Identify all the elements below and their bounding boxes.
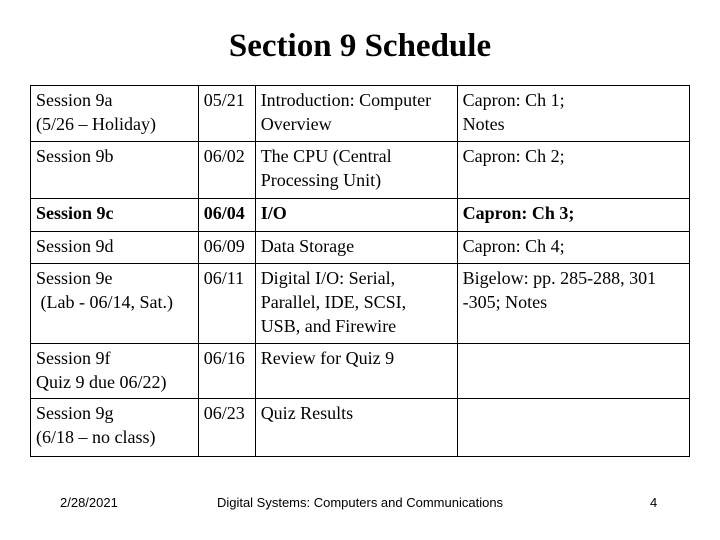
topic-line: USB, and Firewire (260, 316, 397, 336)
date-cell: 06/11 (198, 264, 255, 344)
reading-cell (457, 232, 689, 264)
topic-line: Parallel, IDE, SCSI, (260, 292, 407, 312)
page-number: 4 (650, 495, 658, 510)
date-cell: 05/21 (198, 86, 255, 142)
footer-course-title: Digital Systems: Computers and Communications (216, 495, 504, 510)
session-cell (31, 232, 199, 264)
reading-line: -305; Notes (462, 292, 548, 312)
reading-line: Notes (462, 114, 505, 134)
session-label: Session 9e (36, 268, 113, 288)
reading-cell (457, 399, 689, 457)
topic-line: Quiz Results (260, 403, 354, 423)
topic-cell (255, 344, 457, 399)
reading-line: Capron: Ch 3; (462, 203, 575, 223)
topic-line: Digital I/O: Serial, (260, 268, 396, 288)
table-row (31, 232, 690, 264)
footer-date: 2/28/2021 (60, 495, 118, 510)
schedule-table (30, 85, 690, 457)
session-cell (31, 344, 199, 399)
reading-line: Capron: Ch 1; (462, 90, 565, 110)
date-cell: 06/02 (198, 142, 255, 199)
table-row (31, 344, 690, 399)
session-label: Session 9g (36, 403, 114, 423)
session-label: Session 9f (36, 348, 111, 368)
topic-cell (255, 232, 457, 264)
topic-cell (255, 399, 457, 457)
session-cell (31, 199, 199, 232)
session-note: (Lab - 06/14, Sat.) (36, 292, 173, 312)
reading-cell (457, 142, 689, 199)
table-row (31, 199, 690, 232)
date-cell: 06/23 (198, 399, 255, 457)
session-cell (31, 264, 199, 344)
session-note: (6/18 – no class) (36, 427, 156, 447)
reading-cell (457, 199, 689, 232)
session-label: Session 9c (36, 203, 114, 223)
table-row (31, 264, 690, 344)
date-cell: 06/16 (198, 344, 255, 399)
topic-line: Overview (260, 114, 332, 134)
topic-cell (255, 199, 457, 232)
session-cell (31, 142, 199, 199)
reading-line: Capron: Ch 4; (462, 236, 565, 256)
reading-line: Capron: Ch 2; (462, 146, 565, 166)
session-cell (31, 86, 199, 142)
reading-line: Bigelow: pp. 285-288, 301 (462, 268, 657, 288)
slide-title: Section 9 Schedule (228, 28, 492, 64)
reading-cell (457, 86, 689, 142)
topic-line: The CPU (Central (260, 146, 392, 166)
session-label: Session 9a (36, 90, 113, 110)
topic-line: I/O (260, 203, 287, 223)
session-cell (31, 399, 199, 457)
topic-line: Introduction: Computer (260, 90, 432, 110)
session-note: (5/26 – Holiday) (36, 114, 156, 134)
table-row (31, 142, 690, 199)
date-cell: 06/04 (198, 199, 255, 232)
session-note: Quiz 9 due 06/22) (36, 372, 167, 392)
table-row (31, 86, 690, 142)
topic-cell (255, 264, 457, 344)
reading-cell (457, 344, 689, 399)
topic-line: Processing Unit) (260, 170, 382, 190)
date-cell: 06/09 (198, 232, 255, 264)
topic-line: Review for Quiz 9 (260, 348, 395, 368)
topic-line: Data Storage (260, 236, 355, 256)
topic-cell (255, 142, 457, 199)
session-label: Session 9d (36, 236, 114, 256)
topic-cell (255, 86, 457, 142)
session-label: Session 9b (36, 146, 114, 166)
reading-cell (457, 264, 689, 344)
table-row (31, 399, 690, 457)
